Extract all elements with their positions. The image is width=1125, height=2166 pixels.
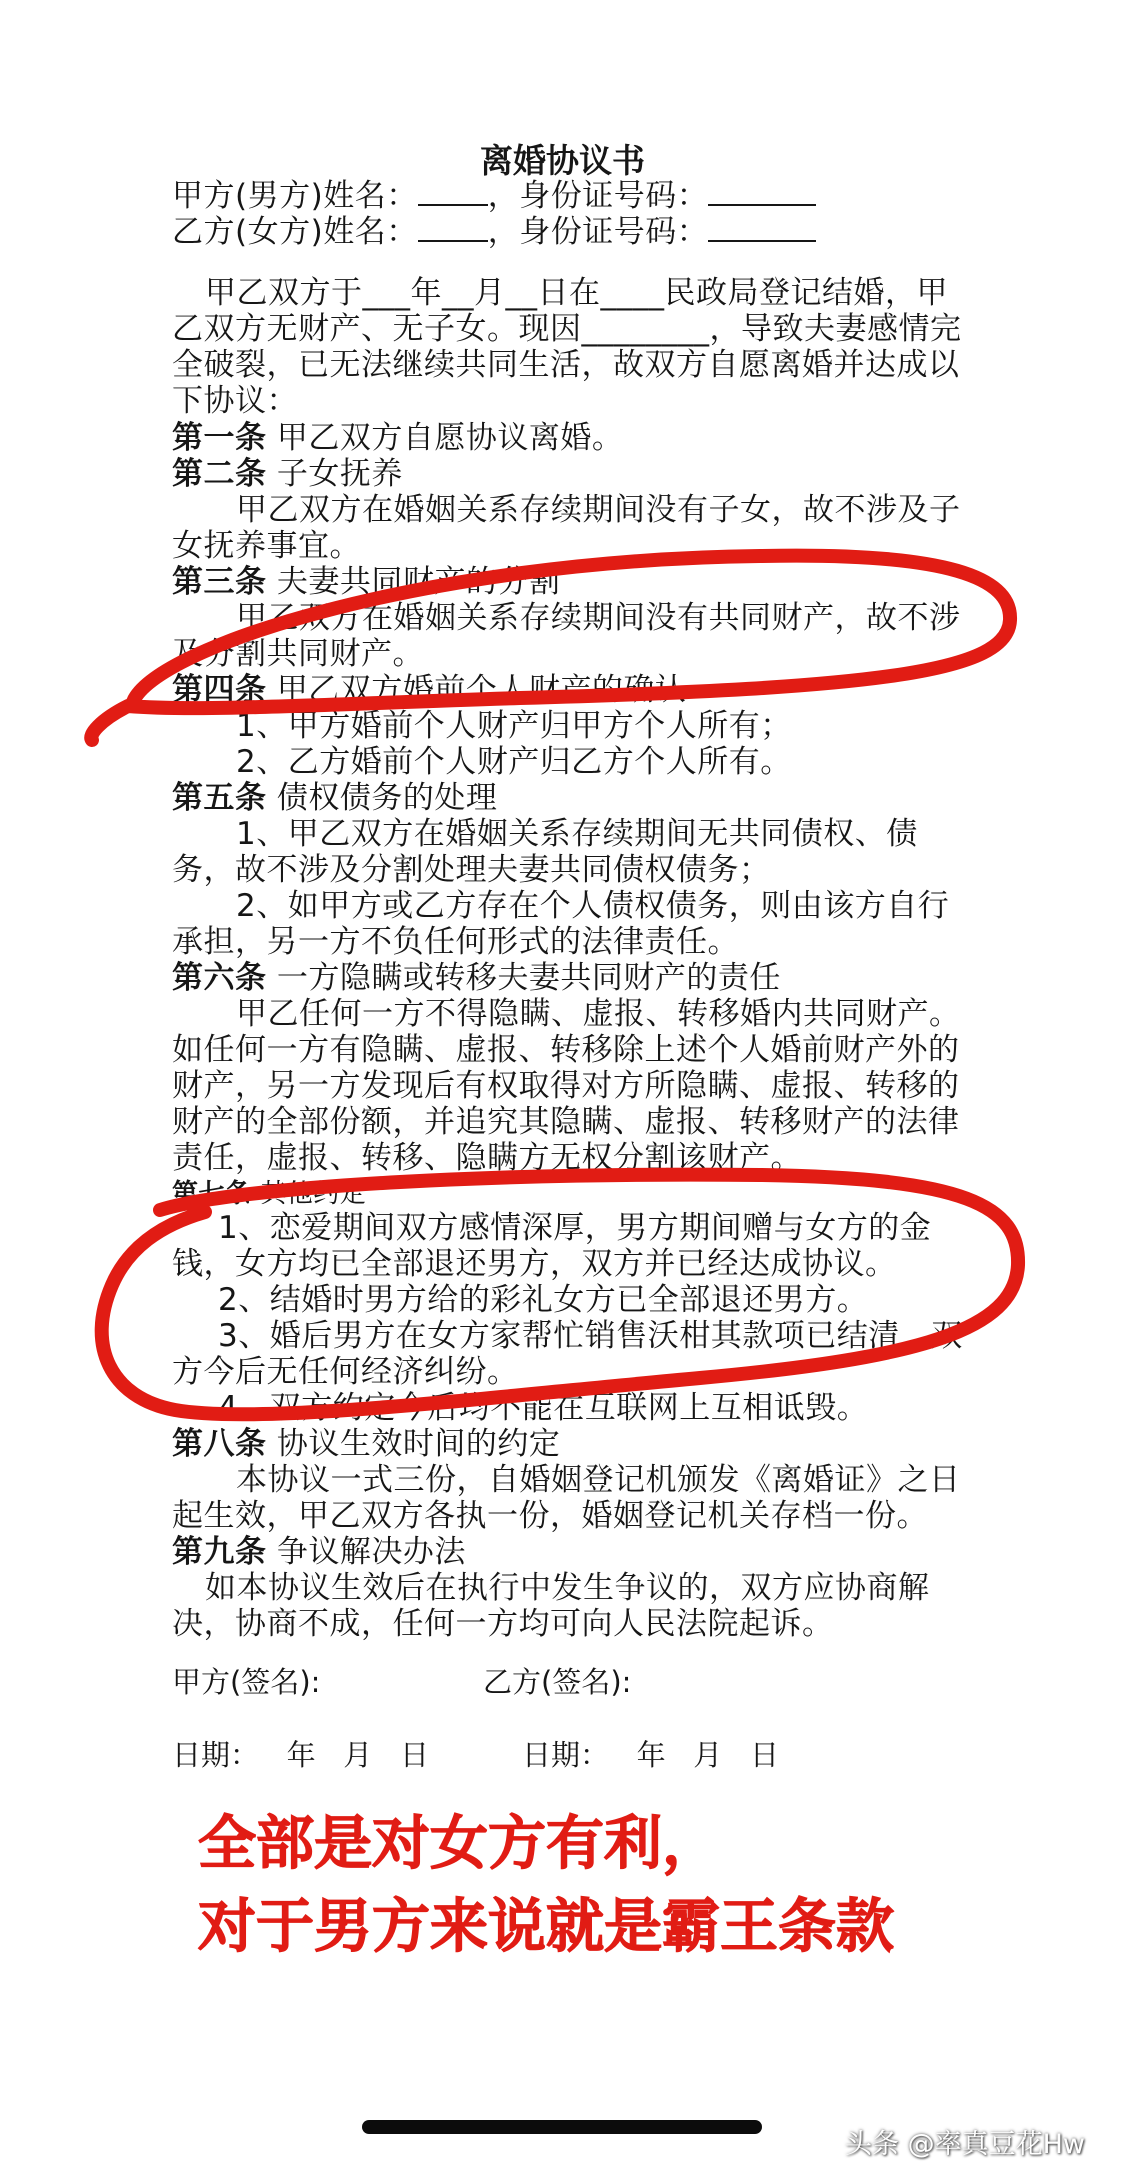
party-b-signature: 乙方(签名):: [483, 1665, 632, 1699]
article-heading: 第三条: [172, 564, 267, 600]
article-heading: 第一条: [172, 420, 267, 456]
home-indicator[interactable]: [362, 2120, 762, 2134]
article-body-line: 甲乙双方在婚姻关系存续期间没有子女，故不涉及子: [236, 492, 961, 528]
article-body-line: 1、恋爱期间双方感情深厚，男方期间赠与女方的金: [218, 1210, 932, 1246]
party-a-name-blank: [418, 180, 488, 206]
watermark: 头条 @率真豆花Hw: [845, 2129, 1085, 2160]
caption-line-2: 对于男方来说就是霸王条款: [198, 1892, 895, 1960]
article-text: 甲乙双方婚前个人财产的确认: [276, 672, 687, 708]
party-b-id-blank: [708, 216, 816, 242]
article-body-line: 2、结婚时男方给的彩礼女方已全部退还男方。: [218, 1282, 869, 1318]
article-7: [172, 1176, 366, 1212]
party-b-name-blank: [418, 216, 488, 242]
article-body-line: 2、如甲方或乙方存在个人债权债务，则由该方自行: [236, 888, 950, 924]
article-heading: 第八条: [172, 1426, 267, 1462]
party-a-signature: 甲方(签名):: [172, 1665, 321, 1699]
article-body-line: 4、双方约定今后均不能在互联网上互相诋毁。: [218, 1390, 869, 1426]
party-a-id-blank: [708, 180, 816, 206]
article-body-line: 起生效，甲乙双方各执一份，婚姻登记机关存档一份。: [172, 1498, 928, 1534]
article-body-line: 承担，另一方不负任何形式的法律责任。: [172, 924, 739, 960]
article-body-line: 决，协商不成，任何一方均可向人民法院起诉。: [172, 1606, 834, 1642]
preamble-line: 乙双方无财产、无子女。现因________，导致夫妻感情完: [172, 311, 962, 347]
party-a-name-label: 甲方(男方)姓名：: [172, 178, 418, 214]
article-text: 争议解决办法: [276, 1534, 466, 1570]
article-1: [172, 420, 623, 456]
article-body-line: 钱，女方均已全部退还男方，双方并已经达成协议。: [172, 1246, 897, 1282]
article-body-line: 3、婚后男方在女方家帮忙销售沃柑其款项已结清，双: [218, 1318, 963, 1354]
article-body-line: 务，故不涉及分割处理夫妻共同债权债务；: [172, 852, 771, 888]
article-body-line: 1、甲乙双方在婚姻关系存续期间无共同债权、债: [236, 816, 918, 852]
article-body-line: 财产，另一方发现后有权取得对方所隐瞒、虚报、转移的: [172, 1068, 960, 1104]
article-4: [172, 672, 686, 708]
article-heading: 第二条: [172, 456, 267, 492]
article-body-line: 及分割共同财产。: [172, 636, 424, 672]
preamble-line: 全破裂，已无法继续共同生活，故双方自愿离婚并达成以: [172, 347, 960, 383]
article-heading: 第七条: [172, 1179, 252, 1209]
party-b-name-label: 乙方(女方)姓名：: [172, 214, 418, 250]
article-body-line: 如任何一方有隐瞒、虚报、转移除上述个人婚前财产外的: [172, 1032, 960, 1068]
article-text: 其他约定: [260, 1179, 367, 1209]
article-body-line: 如本协议生效后在执行中发生争议的，双方应协商解: [205, 1570, 930, 1606]
preamble-line: 下协议：: [172, 383, 298, 419]
article-body-line: 责任，虚报、转移、隐瞒方无权分割该财产。: [172, 1140, 802, 1176]
article-body-line: 2、乙方婚前个人财产归乙方个人所有。: [236, 744, 792, 780]
article-body-line: 1、甲方婚前个人财产归甲方个人所有；: [236, 708, 792, 744]
party-a-id-label: ，身份证号码：: [487, 178, 709, 214]
article-text: 甲乙双方自愿协议离婚。: [276, 420, 624, 456]
article-text: 一方隐瞒或转移夫妻共同财产的责任: [276, 960, 781, 996]
article-text: 夫妻共同财产的分割: [276, 564, 561, 600]
article-body-line: 本协议一式三份，自婚姻登记机颁发《离婚证》之日: [236, 1462, 961, 1498]
article-body-line: 方今后无任何经济纠纷。: [172, 1354, 519, 1390]
article-8: [172, 1426, 560, 1462]
party-b-date: 日期： 年 月 日: [522, 1738, 779, 1772]
article-text: 债权债务的处理: [276, 780, 498, 816]
article-text: 子女抚养: [276, 456, 403, 492]
article-body-line: 女抚养事宜。: [172, 528, 361, 564]
article-heading: 第五条: [172, 780, 267, 816]
article-2: [172, 456, 403, 492]
article-body-line: 甲乙双方在婚姻关系存续期间没有共同财产，故不涉: [236, 600, 961, 636]
article-9: [172, 1534, 466, 1570]
article-6: [172, 960, 781, 996]
document-title: 离婚协议书: [480, 141, 645, 180]
article-body-line: 财产的全部份额，并追究其隐瞒、虚报、转移财产的法律: [172, 1104, 960, 1140]
article-heading: 第六条: [172, 960, 267, 996]
caption-line-1: 全部是对女方有利，: [198, 1809, 721, 1877]
article-3: [172, 564, 560, 600]
party-a-date: 日期： 年 月 日: [172, 1738, 429, 1772]
article-heading: 第四条: [172, 672, 267, 708]
article-body-line: 甲乙任何一方不得隐瞒、虚报、转移婚内共同财产。: [236, 996, 961, 1032]
article-heading: 第九条: [172, 1534, 267, 1570]
article-5: [172, 780, 497, 816]
party-a-line: [172, 178, 816, 214]
preamble-line: 甲乙双方于___年__月__日在____民政局登记结婚，甲: [205, 275, 948, 311]
party-b-id-label: ，身份证号码：: [487, 214, 709, 250]
article-text: 协议生效时间的约定: [276, 1426, 561, 1462]
party-b-line: [172, 214, 816, 250]
